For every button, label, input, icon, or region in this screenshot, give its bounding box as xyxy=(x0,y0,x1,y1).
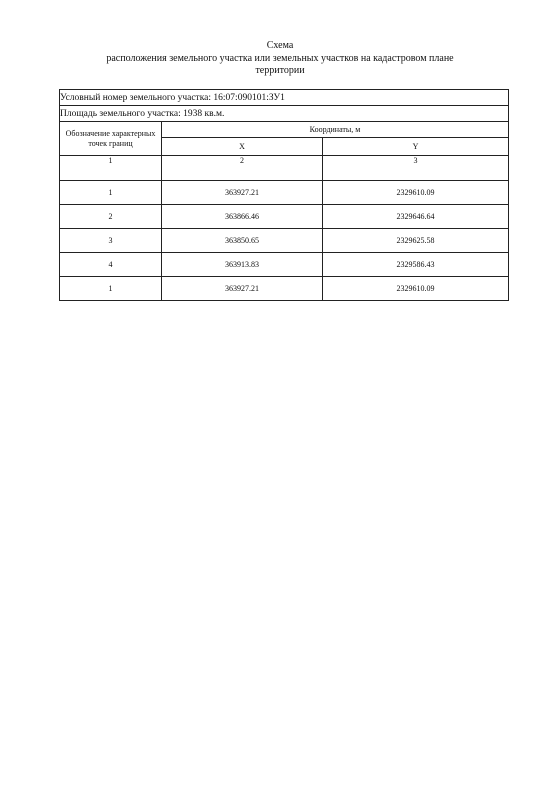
coord-y: 2329646.64 xyxy=(323,204,509,228)
coord-x: 363850.65 xyxy=(162,228,323,252)
header-x: X xyxy=(162,138,323,156)
coord-y: 2329586.43 xyxy=(323,252,509,276)
point-label: 1 xyxy=(60,180,162,204)
coord-y: 2329610.09 xyxy=(323,180,509,204)
table-row xyxy=(60,204,509,228)
point-label: 2 xyxy=(60,204,162,228)
column-number: 2 xyxy=(162,156,323,181)
column-number: 1 xyxy=(60,156,162,181)
table-row xyxy=(60,228,509,252)
document-title xyxy=(0,40,560,78)
title-line-2: расположения земельного участка или земельных участков на кадастровом плане xyxy=(106,52,454,64)
header-points: Обозначение характерных точек границ xyxy=(60,122,162,156)
table-row xyxy=(60,276,509,300)
column-number-row xyxy=(60,156,509,181)
table-row xyxy=(60,180,509,204)
table-row xyxy=(60,252,509,276)
header-y: Y xyxy=(323,138,509,156)
coordinates-table xyxy=(59,89,509,301)
parcel-area: Площадь земельного участка: 1938 кв.м. xyxy=(60,106,509,122)
coord-x: 363927.21 xyxy=(162,180,323,204)
title-line-1: Схема xyxy=(266,40,294,51)
parcel-number: Условный номер земельного участка: 16:07:090101:ЗУ1 xyxy=(60,90,509,106)
header-coordinates: Координаты, м xyxy=(162,122,509,138)
coord-x: 363927.21 xyxy=(162,276,323,300)
title-line-3: территории xyxy=(255,65,305,76)
coord-y: 2329610.09 xyxy=(323,276,509,300)
coord-y: 2329625.58 xyxy=(323,228,509,252)
point-label: 3 xyxy=(60,228,162,252)
point-label: 4 xyxy=(60,252,162,276)
coord-x: 363913.83 xyxy=(162,252,323,276)
column-number: 3 xyxy=(323,156,509,181)
point-label: 1 xyxy=(60,276,162,300)
coord-x: 363866.46 xyxy=(162,204,323,228)
